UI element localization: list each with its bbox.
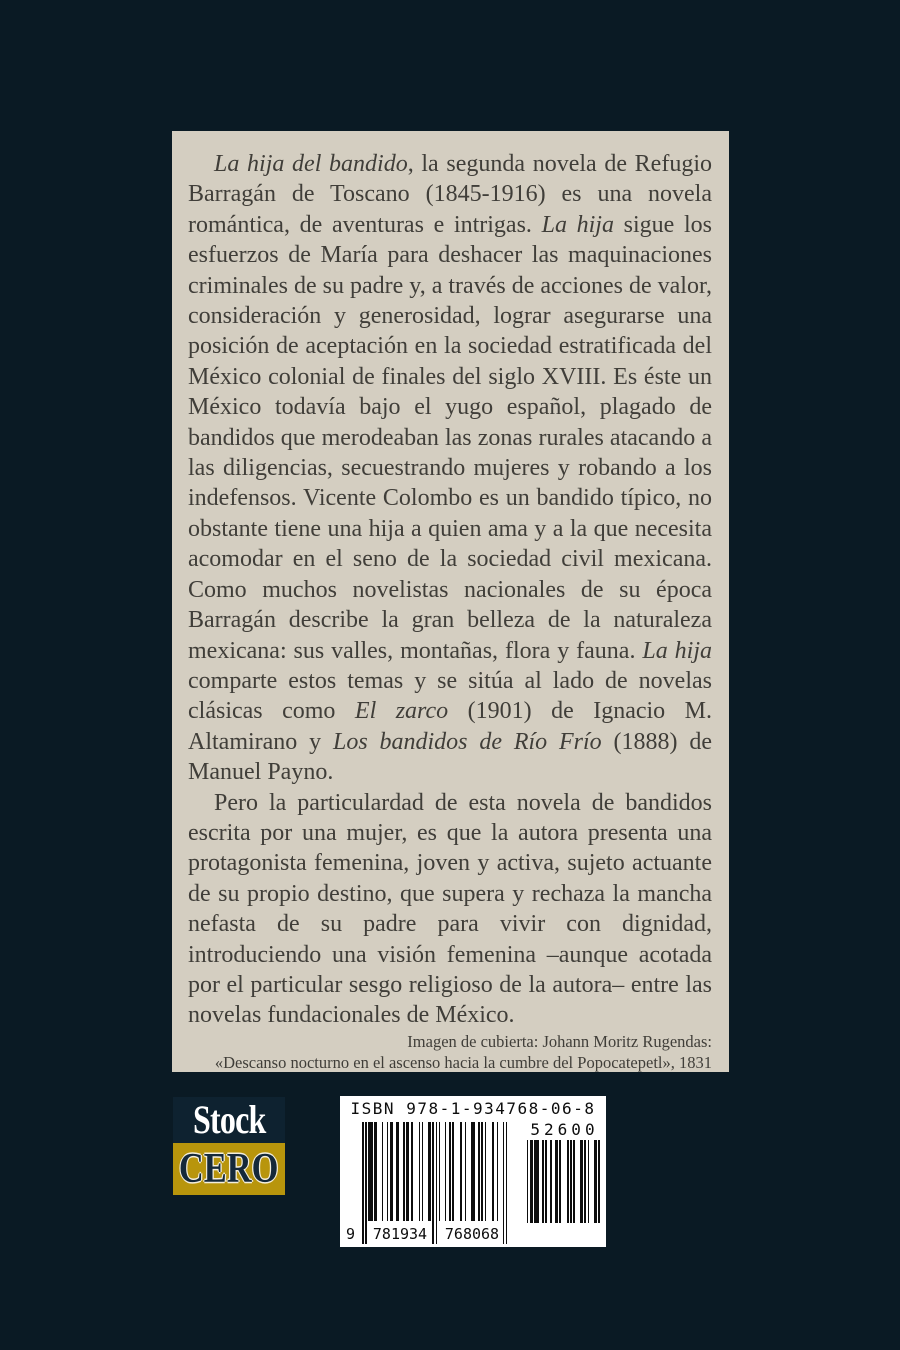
addon-code-label: 52600 bbox=[530, 1120, 599, 1139]
publisher-logo-stock-text: Stock bbox=[192, 1097, 266, 1142]
addon-bars bbox=[525, 1140, 600, 1223]
publisher-logo-bottom bbox=[173, 1143, 285, 1195]
ean13-barcode bbox=[346, 1122, 508, 1244]
isbn-label: ISBN 978-1-934768-06-8 bbox=[350, 1099, 596, 1118]
credit-line-2: «Descanso nocturno en el ascenso hacia la cumbre del Popocatepetl», 1831 bbox=[214, 1052, 712, 1072]
publisher-logo-cero-text: CERO bbox=[179, 1146, 279, 1192]
publisher-logo-top bbox=[173, 1097, 285, 1143]
cover-image-credit bbox=[188, 1031, 712, 1073]
credit-line-1: Imagen de cubierta: Johann Moritz Rugendas: bbox=[407, 1031, 712, 1051]
ean13-digit-group-3: 768068 bbox=[444, 1225, 500, 1243]
barcode-panel bbox=[340, 1096, 606, 1247]
ean13-digit-group-1: 9 bbox=[346, 1225, 356, 1243]
ean13-digit-group-2: 781934 bbox=[372, 1225, 428, 1243]
publisher-logo bbox=[173, 1097, 285, 1195]
ean5-addon-barcode bbox=[525, 1121, 600, 1223]
synopsis-panel bbox=[172, 131, 729, 1072]
synopsis-paragraph-2: Pero la particulardad de esta novela de bandidos escrita por una mujer, es que la autora presenta una protagonista femenina, joven y activa, sujeto actuante de su propio destino, que supera y rechaza la mancha nefasta de su padre para vivir con dignidad, introduciendo una visión femenina –aunque acotada por el particular sesgo religioso de la autora– entre las novelas fundacionales de México. bbox=[188, 789, 712, 1029]
synopsis-paragraph-1: La hija del bandido, la segunda novela de Refugio Barragán de Toscano (1845-1916) es una novela romántica, de aventuras e intrigas. La hija sigue los esfuerzos de María para deshacer las maquinaciones criminales de su padre y, a través de acciones de valor, consideración y generosidad, lograr asegurarse una posición de aceptación en la sociedad estratificada del México colonial de finales del siglo XVIII. Es éste un México todavía bajo el yugo español, plagado de bandidos que merodeaban las zonas rurales atacando a las diligencias, secuestrando mujeres y robando a los indefensos. Vicente Colombo es un bandido típico, no obstante tiene una hija a quien ama y a la que necesita acomodar en el seno de la sociedad civil mexicana. Como muchos novelistas nacionales de su época Barragán describe la gran belleza de la naturaleza mexicana: sus valles, montañas, flora y fauna. La hija comparte estos temas y se sitúa al lado de novelas clásicas como El zarco (1901) de Ignacio M. Altamirano y Los bandidos de Río Frío (1888) de Manuel Payno. bbox=[188, 151, 713, 786]
